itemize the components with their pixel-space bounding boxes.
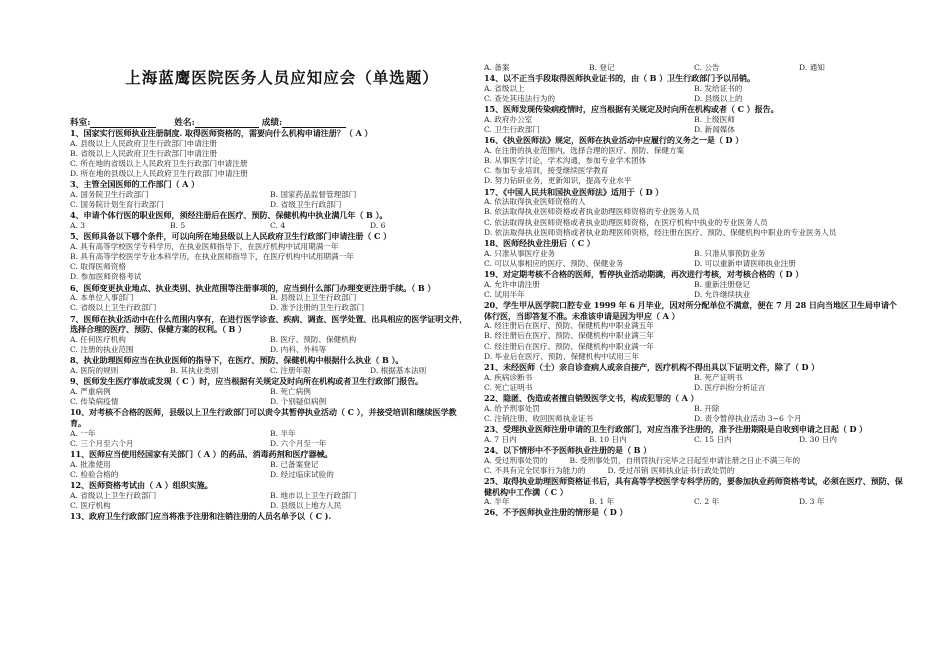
answer-option: C. 可以从事相应的医疗、预防、保健业务 xyxy=(484,258,624,268)
document-title: 上海蓝鹰医院医务人员应知应会（单选题） xyxy=(125,68,439,87)
question-item xyxy=(484,135,904,186)
answer-option: D. 所在地的县级以上人民政府卫生行政部门申请注册 xyxy=(70,169,248,179)
answer-option: A. 受过刑事处罚的 xyxy=(484,455,548,465)
answer-option: D. 医疗纠纷分析证言 xyxy=(694,382,766,392)
answer-option: C. 注册年限 xyxy=(270,365,311,375)
answer-option: A. 在注册的执业范围内，选择合理的医疗、预防、保健方案 xyxy=(484,145,685,155)
answer-option: A. 医院的规则 xyxy=(70,365,119,375)
question-stem: 20、学生甲从医学院口腔专业 1999 年 6 月毕业，因对所分配单位不满意，便在 7 月 28 日向当地区卫生局申请个体行医，当即答复不准。未准该申请是因为甲应（ A ） xyxy=(484,299,897,321)
name-label: 姓名: xyxy=(174,118,195,128)
answer-option: A. 政府办公室 xyxy=(484,114,533,124)
answer-option: A. 批准使用 xyxy=(70,459,111,469)
question-stem: 8、执业助理医师应当在执业医师的指导下，在医疗、预防、保健机构中根据什么执业（ B ）。 xyxy=(70,355,404,366)
option-list xyxy=(484,280,904,300)
question-stem: 13、政府卫生行政部门应当将准予注册和注销注册的人员名单予以（ C ). xyxy=(70,510,332,521)
answer-option: A. 只准从事医疗业务 xyxy=(484,248,556,258)
answer-option: C. 死亡证明书 xyxy=(484,382,533,392)
name-blank[interactable] xyxy=(195,118,259,128)
option-list xyxy=(484,115,904,135)
question-stem: 25、取得执业助理医师资格证书后，具有高等学校医学专科学历的，要参加执业药师资格考试，必须在医疗、预防、保健机构中工作满（ C ） xyxy=(484,475,903,497)
answer-option: B. 只准从事预防业务 xyxy=(694,248,766,258)
option-list xyxy=(484,197,904,238)
question-item xyxy=(484,63,904,73)
question-item xyxy=(484,393,904,424)
answer-option: D. 内科、外科等 xyxy=(270,345,327,355)
answer-option: A. 任何医疗机构 xyxy=(70,334,126,344)
answer-option: D. 允许继续执业 xyxy=(694,289,751,299)
answer-option: D. 毕业后在医疗、预防、保健机构中试用三年 xyxy=(484,351,639,361)
question-stem: 6、医师变更执业地点、执业类别、执业范围等注册事项的，应当到什么部门办理变更注册手续。（ B ） xyxy=(70,282,436,293)
question-stem: 17、《中国人民共和国执业医师法》适用于（ D ） xyxy=(484,186,664,197)
answer-option: D. 根据基本法则 xyxy=(370,365,427,375)
question-item xyxy=(70,314,470,356)
question-stem: 18、医师经执业注册后（ C ） xyxy=(484,237,595,248)
answer-option: D. 可以重新申请医师执业注册 xyxy=(694,258,796,268)
question-item xyxy=(70,449,470,480)
question-stem: 19、对定期考核不合格的医师，暂停执业活动期满，再次进行考核，对考核合格的（ D ） xyxy=(484,268,804,279)
answer-option: D. 参加医师资格考试 xyxy=(70,272,142,282)
answer-option: B. 发给证书的 xyxy=(694,83,743,93)
option-list xyxy=(70,366,470,376)
question-item xyxy=(70,480,470,511)
answer-option: A. 本单位人事部门 xyxy=(70,293,134,303)
option-list xyxy=(484,435,904,445)
question-item xyxy=(484,507,904,518)
question-item xyxy=(70,283,470,314)
answer-option: D. 6 xyxy=(370,221,386,231)
option-list xyxy=(484,249,904,269)
question-stem: 5、医师具备以下哪个条件，可以向所在地县级以上人民政府卫生行政部门申请注册（ C ） xyxy=(70,231,392,242)
answer-option: C. 检验合格的 xyxy=(70,469,119,479)
option-list xyxy=(484,84,904,104)
answer-option: A. 允许申请注册 xyxy=(484,279,540,289)
question-stem: 1、国家实行医师执业注册制度. 取得医师资格的，需要向什么机构申请注册？（ A ） xyxy=(70,128,373,138)
question-stem: 9、医师发生医疗事故或发现（ C ）时，应当根据有关规定及时向所在机构或者卫生行政部门报告。 xyxy=(70,376,424,387)
answer-option: B. 省级以上人民政府卫生行政部门申请注册 xyxy=(70,148,218,158)
answer-option: D. 3 年 xyxy=(799,497,825,507)
option-list xyxy=(70,460,470,480)
answer-option: B. 上级医师 xyxy=(694,114,735,124)
answer-option: B. 死产证明书 xyxy=(694,372,743,382)
score-label: 成绩: xyxy=(261,118,283,128)
answer-option: D. 县级以上的 xyxy=(694,94,743,104)
question-item xyxy=(70,231,470,282)
answer-option: A. 严重病例 xyxy=(70,386,111,396)
answer-option: A. 依法取得执业医师资格的人 xyxy=(484,197,586,207)
question-stem: 24、以下情形中不予医师执业注册的是（ B ） xyxy=(484,444,652,455)
answer-option: A. 一年 xyxy=(70,428,96,438)
answer-option: C. 参加专业培训，接受继续医学教育 xyxy=(484,166,609,176)
option-list xyxy=(70,139,470,180)
answer-option: C. 4 xyxy=(270,221,286,231)
answer-option: B. 5 xyxy=(170,221,186,231)
option-list xyxy=(484,497,904,507)
option-list xyxy=(484,404,904,424)
answer-option: B. 已备案登记 xyxy=(270,459,319,469)
question-item xyxy=(70,355,470,376)
answer-option: B. 从事医学讨论，学术沟通，参加专业学术团体 xyxy=(484,156,647,166)
answer-option: C. 经注册后在医疗、预防、保健机构中职业满一年 xyxy=(484,341,654,351)
question-stem: 15、医师发现传染病疫情时，应当根据有关规定及时向所在机构或者（ C ）报告。 xyxy=(484,104,779,115)
answer-option: C. 卫生行政部门 xyxy=(484,125,540,135)
question-stem: 4、申请个体行医的职业医师，须经注册后在医疗、预防、保健机构中执业满几年（ B ）。 xyxy=(70,210,388,221)
dept-blank[interactable] xyxy=(90,118,156,128)
answer-option: C. 三个月至六个月 xyxy=(70,438,134,448)
question-item xyxy=(484,73,904,104)
answer-option: B. 其执业类别 xyxy=(170,365,219,375)
option-list xyxy=(484,321,904,362)
answer-option: A. 疾病诊断书 xyxy=(484,372,533,382)
question-stem: 3、主管全国医师的工作部门（ A ） xyxy=(70,179,200,190)
right-column xyxy=(484,0,904,672)
question-item xyxy=(484,476,904,508)
question-stem: 7、医师在执业活动中在什么范围内享有，在进行医学诊查、疾病、调查、医学处置、出具相应的医学证明文件，选择合理的医疗、预防、保健方案的权利。（ B ） xyxy=(70,313,468,335)
answer-option: D. 六个月至一年 xyxy=(270,438,327,448)
question-item xyxy=(70,210,470,231)
answer-option: C. 2 年 xyxy=(694,497,720,507)
right-question-list xyxy=(484,63,904,518)
question-item xyxy=(484,187,904,238)
answer-option: C. 省级以上卫生行政部门 xyxy=(70,303,157,313)
option-list xyxy=(70,293,470,313)
question-item xyxy=(484,445,904,476)
answer-option: A. 7 日内 xyxy=(484,434,517,444)
question-item xyxy=(484,424,904,445)
answer-option: A. 给予刑事处罚 xyxy=(484,403,540,413)
answer-option: C. 依法取得执业医师资格或者执业助理医师资格，在医疗机构中执业的专业医务人员 xyxy=(484,217,768,227)
answer-option: B. 重新注册登记 xyxy=(694,279,750,289)
option-list xyxy=(70,190,470,210)
option-list xyxy=(70,491,470,511)
answer-option: A. 县级以上人民政府卫生行政部门申请注册 xyxy=(70,138,217,148)
option-list xyxy=(484,63,904,73)
answer-option: B. 受刑事处罚，自刑罚执行完毕之日起至申请注册之日止不满三年的 xyxy=(569,455,801,465)
answer-option: C. 医疗机构 xyxy=(70,500,111,510)
question-item xyxy=(70,407,470,449)
answer-option: A. 具有高等学校医学专科学历，在执业医师指导下，在医疗机构中试用期满一年 xyxy=(70,241,339,251)
answer-option: B. 具有高等学校医学专业本科学历，在执业医师指导下，在医疗机构中试用期满一年 xyxy=(70,252,354,262)
answer-option: D. 个别疑似病例 xyxy=(270,396,327,406)
left-column xyxy=(70,0,470,672)
answer-option: C. 所在地的省级以上人民政府卫生行政部门申请注册 xyxy=(70,159,248,169)
option-list xyxy=(484,373,904,393)
answer-option: A. 国务院卫生行政部门 xyxy=(70,190,149,200)
option-list xyxy=(484,146,904,187)
answer-option: A. 经注册后在医疗、预防、保健机构中职业满五年 xyxy=(484,321,654,331)
answer-option: D. 努力钻研业务，更新知识，提高专业水平 xyxy=(484,176,632,186)
answer-option: B. 1 年 xyxy=(589,497,615,507)
question-item xyxy=(70,179,470,210)
question-item xyxy=(484,104,904,135)
answer-option: C. 注销注册、收回医师执业证书 xyxy=(484,413,594,423)
answer-option: B. 依法取得执业医师资格或者执业助理医师资格的专业医务人员 xyxy=(484,207,700,217)
answer-option: B. 登记 xyxy=(589,63,615,72)
option-list xyxy=(70,242,470,283)
answer-option: C. 试用半年 xyxy=(484,289,525,299)
answer-option: D. 省级卫生行政部门 xyxy=(270,200,342,210)
answer-option: A. 省级以上卫生行政部门 xyxy=(70,490,157,500)
answer-option: A. 备案 xyxy=(484,63,510,72)
answer-option: B. 国家药品监督管理部门 xyxy=(270,190,357,200)
answer-sheet-header xyxy=(70,116,346,128)
question-stem: 22、隐匿、伪造或者擅自销毁医学文书，构成犯罪的（ A ） xyxy=(484,392,699,403)
question-stem: 12、医师资格考试由（ A ）组织实施。 xyxy=(70,479,213,490)
question-stem: 10、对考核不合格的医师，县级以上卫生行政部门可以责令其暂停执业活动（ C ），并接受培训和继续医学教育。 xyxy=(70,407,457,428)
answer-option: D. 受过吊销 医师执业证书行政处罚的 xyxy=(607,465,735,475)
answer-option: D. 新闻媒体 xyxy=(694,125,736,135)
answer-option: B. 开除 xyxy=(694,403,720,413)
question-stem: 26、不予医师执业注册的情形是（ D ） xyxy=(484,507,628,518)
dept-label: 科室: xyxy=(70,118,91,128)
answer-option: B. 死亡病例 xyxy=(270,386,311,396)
answer-option: B. 医疗、预防、保健机构 xyxy=(270,334,357,344)
answer-option: D. 县级以上地方人民 xyxy=(270,500,342,510)
answer-option: B. 半年 xyxy=(270,428,296,438)
answer-option: B. 县级以上卫生行政部门 xyxy=(270,293,357,303)
question-stem: 14、以不正当手段取得医师执业证书的，由（ B ）卫生行政部门予以吊销。 xyxy=(484,73,756,84)
answer-option: A. 半年 xyxy=(484,497,510,507)
answer-option: C. 不具有完全民事行为能力的 xyxy=(484,465,586,475)
question-item xyxy=(484,238,904,269)
question-item xyxy=(70,511,470,522)
answer-option: D. 依法取得执业医师资格或者执业助理医师资格，经注册在医疗、预防、保健机构中职业的专业医务人员 xyxy=(484,227,837,237)
answer-option: D. 通知 xyxy=(799,63,825,72)
question-item xyxy=(484,362,904,393)
question-stem: 16、《执业医师法》规定，医师在执业活动中应履行的义务之一是（ D ） xyxy=(484,135,744,146)
option-list xyxy=(70,387,470,407)
question-stem: 11、医师应当使用经国家有关部门（ A ）的药品、消毒药剂和医疗器械。 xyxy=(70,448,333,459)
answer-option: A. 3 xyxy=(70,221,86,231)
answer-option: C. 国务院计划生育行政部门 xyxy=(70,200,164,210)
answer-option: B. 10 日内 xyxy=(589,434,627,444)
question-item xyxy=(70,376,470,407)
answer-option: B. 地市以上卫生行政部门 xyxy=(270,490,357,500)
option-list xyxy=(484,456,904,476)
answer-option: D. 准予注册的卫生行政部门 xyxy=(270,303,365,313)
answer-option: D. 责令暂停执业活动 3~6 个月 xyxy=(694,413,802,423)
question-stem: 21、未经医师（士）亲自诊查病人或亲自接产，医疗机构不得出具以下证明文件，除了（ D ） xyxy=(484,361,820,372)
option-list xyxy=(70,429,470,449)
answer-option: D. 经过临床试验的 xyxy=(270,469,334,479)
answer-option: A. 省级以上 xyxy=(484,83,525,93)
question-item xyxy=(484,300,904,362)
score-blank[interactable] xyxy=(282,118,346,128)
option-list xyxy=(70,335,470,355)
left-question-list xyxy=(70,128,470,522)
question-item xyxy=(484,269,904,300)
answer-option: C. 查处其违法行为的 xyxy=(484,94,556,104)
answer-option: C. 注册的执业范围 xyxy=(70,345,134,355)
answer-option: C. 15 日内 xyxy=(694,434,732,444)
question-stem: 23、受理执业医师注册申请的卫生行政部门，对应当准予注册的，准予注册期限是自收到申请之日起（ D ） xyxy=(484,423,868,434)
answer-option: C. 取得医师资格 xyxy=(70,262,126,272)
answer-option: D. 30 日内 xyxy=(799,434,837,444)
answer-option: C. 传染病疫情 xyxy=(70,396,119,406)
question-item xyxy=(70,128,470,179)
option-list xyxy=(70,221,470,231)
answer-option: B. 经注册后在医疗、预防、保健机构中职业满三年 xyxy=(484,331,654,341)
answer-option: C. 公告 xyxy=(694,63,720,72)
